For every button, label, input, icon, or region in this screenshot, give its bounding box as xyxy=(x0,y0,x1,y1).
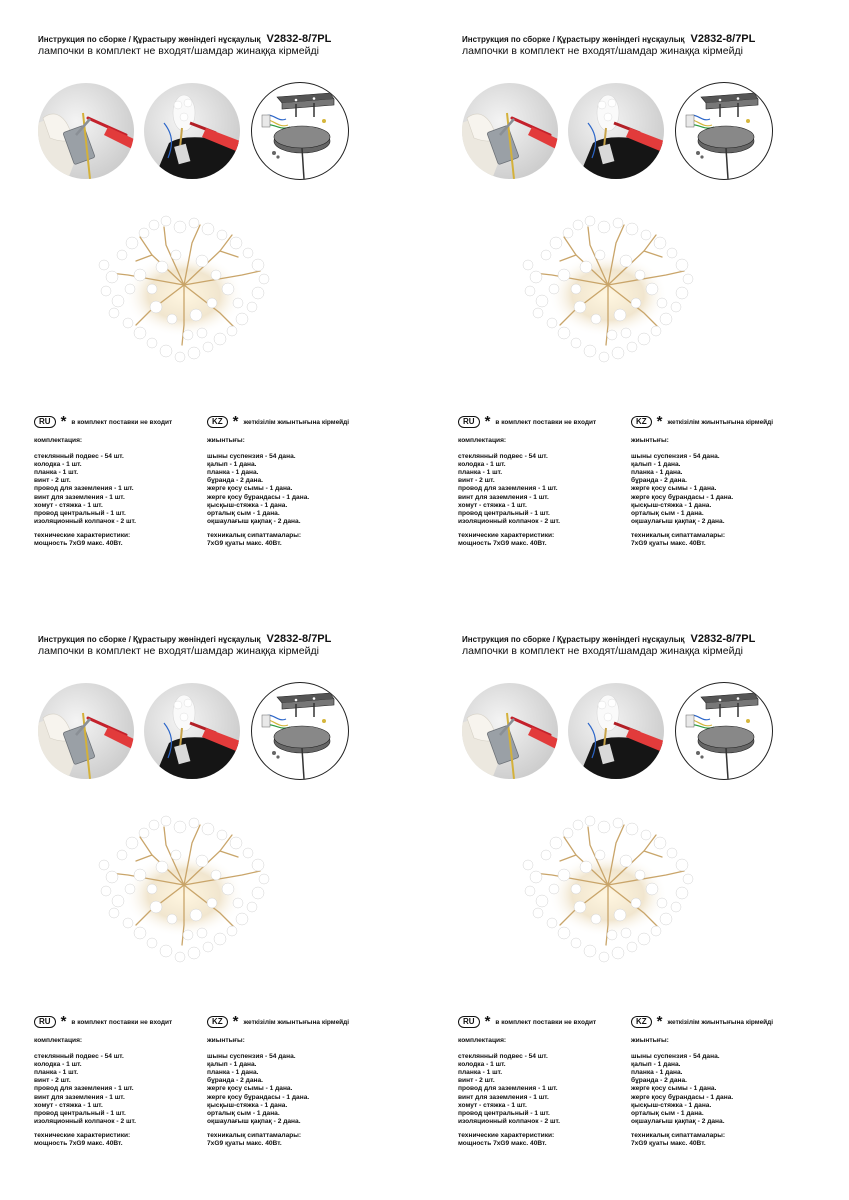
list-item: қысқыш-стяжка - 1 дана. xyxy=(207,1101,288,1109)
list-item: шыны суспензия - 54 дана. xyxy=(207,453,296,461)
list-item: қалып - 1 дана. xyxy=(631,1061,681,1069)
ru-tech-heading: технические характеристики: xyxy=(34,1131,131,1139)
asterisk-icon: * xyxy=(232,413,239,430)
list-item: изоляционный колпачок - 2 шт. xyxy=(458,517,560,525)
list-item: хомут - стяжка - 1 шт. xyxy=(34,501,103,509)
kz-contents-list xyxy=(631,1037,733,1148)
ru-contents-heading: комплектация: xyxy=(458,437,507,444)
kz-tech-heading: техникалық сипаттамалары: xyxy=(631,1131,726,1139)
kz-note: жеткізілім жиынтығына кірмейді xyxy=(243,1018,350,1026)
ru-tech-heading: технические характеристики: xyxy=(458,1131,555,1139)
list-item: изоляционный колпачок - 2 шт. xyxy=(34,517,136,525)
ru-note-row xyxy=(458,413,597,430)
ru-note: в комплект поставки не входит xyxy=(71,1018,173,1026)
step1-photo-icon xyxy=(38,83,134,179)
list-item: жерге қосу сымы - 1 дана. xyxy=(207,485,293,493)
list-item: винт для заземления - 1 шт. xyxy=(34,1093,125,1101)
list-item: планка - 1 шт. xyxy=(458,1069,503,1077)
kz-note: жеткізілім жиынтығына кірмейді xyxy=(667,418,774,426)
kz-note: жеткізілім жиынтығына кірмейді xyxy=(243,418,350,426)
chandelier-photo-icon xyxy=(92,215,277,365)
ru-contents-list xyxy=(34,1037,136,1148)
list-item: провод центральный - 1 шт. xyxy=(458,1109,550,1117)
ru-tech-value: мощность 7xG9 макс. 40Вт. xyxy=(34,1140,123,1148)
step1-photo-icon xyxy=(38,683,134,779)
list-item: оқшаулағыш қақпақ - 2 дана. xyxy=(207,1117,301,1125)
kz-contents-list xyxy=(207,1037,309,1148)
instruction-panel-top-left xyxy=(0,0,424,600)
list-item: провод центральный - 1 шт. xyxy=(458,509,550,517)
ru-note-row xyxy=(34,1013,173,1030)
list-item: планка - 1 шт. xyxy=(458,469,503,477)
list-item: хомут - стяжка - 1 шт. xyxy=(458,501,527,509)
list-item: бұранда - 2 дана. xyxy=(207,1077,263,1085)
list-item: планка - 1 дана. xyxy=(207,469,259,477)
ru-tech-value: мощность 7xG9 макс. 40Вт. xyxy=(458,1140,547,1148)
ru-note: в комплект поставки не входит xyxy=(71,418,173,426)
ru-badge: RU xyxy=(458,416,480,428)
list-item: винт для заземления - 1 шт. xyxy=(458,1093,549,1101)
list-item: қысқыш-стяжка - 1 дана. xyxy=(631,1101,712,1109)
list-item: жерге қосу бұрандасы - 1 дана. xyxy=(207,493,310,501)
list-item: қалып - 1 дана. xyxy=(207,461,257,469)
kz-contents-heading: жиынтығы: xyxy=(631,1037,669,1044)
list-item: колодка - 1 шт. xyxy=(458,461,506,469)
kz-contents-heading: жиынтығы: xyxy=(207,1037,245,1044)
list-item: қысқыш-стяжка - 1 дана. xyxy=(631,501,712,509)
bulbs-not-included-note: лампочки в комплект не входят/шамдар жинаққа кірмейді xyxy=(462,45,743,57)
ru-contents-heading: комплектация: xyxy=(34,437,83,444)
list-item: стеклянный подвес - 54 шт. xyxy=(34,1053,124,1061)
kz-note-row xyxy=(207,413,350,430)
asterisk-icon: * xyxy=(484,413,491,430)
chandelier-photo-icon xyxy=(516,215,701,365)
list-item: бұранда - 2 дана. xyxy=(631,477,687,485)
ru-tech-value: мощность 7xG9 макс. 40Вт. xyxy=(458,540,547,548)
list-item: бұранда - 2 дана. xyxy=(207,477,263,485)
step2-photo-icon xyxy=(568,83,664,179)
list-item: провод для заземления - 1 шт. xyxy=(458,485,558,493)
chandelier-photo-icon xyxy=(516,815,701,965)
step2-photo-icon xyxy=(144,683,240,779)
instruction-title: Инструкция по сборке / Құрастыру жөніндегі нұсқаулық V2832-8/7PL xyxy=(462,33,756,45)
step2-photo-icon xyxy=(568,683,664,779)
asterisk-icon: * xyxy=(60,413,67,430)
mounting-diagram-icon xyxy=(675,682,773,780)
step1-photo-icon xyxy=(462,683,558,779)
list-item: жерге қосу сымы - 1 дана. xyxy=(207,1085,293,1093)
list-item: планка - 1 шт. xyxy=(34,1069,79,1077)
kz-tech-value: 7xG9 қуаты макс. 40Вт. xyxy=(631,1140,706,1148)
list-item: провод для заземления - 1 шт. xyxy=(458,1085,558,1093)
kz-note-row xyxy=(631,413,774,430)
list-item: винт - 2 шт. xyxy=(34,1077,71,1085)
step2-photo-icon xyxy=(144,83,240,179)
list-item: орталық сым - 1 дана. xyxy=(631,509,704,517)
list-item: қысқыш-стяжка - 1 дана. xyxy=(207,501,288,509)
asterisk-icon: * xyxy=(656,1013,663,1030)
asterisk-icon: * xyxy=(656,413,663,430)
list-item: жерге қосу бұрандасы - 1 дана. xyxy=(631,1093,734,1101)
list-item: қалып - 1 дана. xyxy=(207,1061,257,1069)
list-item: планка - 1 дана. xyxy=(207,1069,259,1077)
kz-note-row xyxy=(207,1013,350,1030)
instruction-panel-bottom-right xyxy=(424,600,848,1200)
mounting-diagram-icon xyxy=(675,82,773,180)
kz-tech-heading: техникалық сипаттамалары: xyxy=(631,531,726,539)
list-item: планка - 1 шт. xyxy=(34,469,79,477)
model-number: V2832-8/7PL xyxy=(266,633,332,645)
ru-note: в комплект поставки не входит xyxy=(495,1018,597,1026)
list-item: винт - 2 шт. xyxy=(34,477,71,485)
list-item: провод для заземления - 1 шт. xyxy=(34,1085,134,1093)
list-item: оқшаулағыш қақпақ - 2 дана. xyxy=(631,1117,725,1125)
kz-badge: KZ xyxy=(207,1016,228,1028)
kz-tech-value: 7xG9 қуаты макс. 40Вт. xyxy=(207,540,282,548)
kz-contents-heading: жиынтығы: xyxy=(631,437,669,444)
kz-contents-heading: жиынтығы: xyxy=(207,437,245,444)
list-item: изоляционный колпачок - 2 шт. xyxy=(34,1117,136,1125)
list-item: винт для заземления - 1 шт. xyxy=(458,493,549,501)
ru-badge: RU xyxy=(34,1016,56,1028)
list-item: орталық сым - 1 дана. xyxy=(207,509,280,517)
model-number: V2832-8/7PL xyxy=(266,33,332,45)
asterisk-icon: * xyxy=(484,1013,491,1030)
ru-tech-heading: технические характеристики: xyxy=(458,531,555,539)
list-item: стеклянный подвес - 54 шт. xyxy=(458,453,548,461)
ru-note-row xyxy=(34,413,173,430)
kz-contents-list xyxy=(631,437,733,548)
list-item: провод центральный - 1 шт. xyxy=(34,1109,126,1117)
list-item: қалып - 1 дана. xyxy=(631,461,681,469)
kz-tech-heading: техникалық сипаттамалары: xyxy=(207,1131,302,1139)
ru-tech-heading: технические характеристики: xyxy=(34,531,131,539)
list-item: колодка - 1 шт. xyxy=(34,461,82,469)
list-item: шыны суспензия - 54 дана. xyxy=(207,1053,296,1061)
bulbs-not-included-note: лампочки в комплект не входят/шамдар жинаққа кірмейді xyxy=(38,45,319,57)
kz-note-row xyxy=(631,1013,774,1030)
asterisk-icon: * xyxy=(60,1013,67,1030)
kz-tech-value: 7xG9 қуаты макс. 40Вт. xyxy=(631,540,706,548)
instruction-title: Инструкция по сборке / Құрастыру жөніндегі нұсқаулық V2832-8/7PL xyxy=(38,633,332,645)
model-number: V2832-8/7PL xyxy=(690,33,756,45)
kz-badge: KZ xyxy=(631,1016,652,1028)
list-item: бұранда - 2 дана. xyxy=(631,1077,687,1085)
list-item: хомут - стяжка - 1 шт. xyxy=(458,1101,527,1109)
list-item: планка - 1 дана. xyxy=(631,469,683,477)
list-item: оқшаулағыш қақпақ - 2 дана. xyxy=(207,517,301,525)
list-item: провод центральный - 1 шт. xyxy=(34,509,126,517)
list-item: оқшаулағыш қақпақ - 2 дана. xyxy=(631,517,725,525)
list-item: провод для заземления - 1 шт. xyxy=(34,485,134,493)
step1-photo-icon xyxy=(462,83,558,179)
list-item: шыны суспензия - 54 дана. xyxy=(631,453,720,461)
list-item: стеклянный подвес - 54 шт. xyxy=(458,1053,548,1061)
instruction-title: Инструкция по сборке / Құрастыру жөніндегі нұсқаулық V2832-8/7PL xyxy=(462,633,756,645)
instruction-panel-top-right xyxy=(424,0,848,600)
mounting-diagram-icon xyxy=(251,682,349,780)
list-item: жерге қосу бұрандасы - 1 дана. xyxy=(631,493,734,501)
ru-contents-list xyxy=(458,1037,560,1148)
list-item: винт - 2 шт. xyxy=(458,477,495,485)
kz-note: жеткізілім жиынтығына кірмейді xyxy=(667,1018,774,1026)
ru-note-row xyxy=(458,1013,597,1030)
list-item: жерге қосу бұрандасы - 1 дана. xyxy=(207,1093,310,1101)
kz-tech-heading: техникалық сипаттамалары: xyxy=(207,531,302,539)
ru-badge: RU xyxy=(458,1016,480,1028)
ru-contents-list xyxy=(458,437,560,548)
ru-tech-value: мощность 7xG9 макс. 40Вт. xyxy=(34,540,123,548)
list-item: колодка - 1 шт. xyxy=(458,1061,506,1069)
kz-badge: KZ xyxy=(631,416,652,428)
list-item: жерге қосу сымы - 1 дана. xyxy=(631,1085,717,1093)
kz-contents-list xyxy=(207,437,309,548)
list-item: жерге қосу сымы - 1 дана. xyxy=(631,485,717,493)
kz-badge: KZ xyxy=(207,416,228,428)
list-item: винт для заземления - 1 шт. xyxy=(34,493,125,501)
list-item: винт - 2 шт. xyxy=(458,1077,495,1085)
list-item: стеклянный подвес - 54 шт. xyxy=(34,453,124,461)
model-number: V2832-8/7PL xyxy=(690,633,756,645)
list-item: колодка - 1 шт. xyxy=(34,1061,82,1069)
list-item: орталық сым - 1 дана. xyxy=(631,1109,704,1117)
mounting-diagram-icon xyxy=(251,82,349,180)
ru-note: в комплект поставки не входит xyxy=(495,418,597,426)
kz-tech-value: 7xG9 қуаты макс. 40Вт. xyxy=(207,1140,282,1148)
list-item: изоляционный колпачок - 2 шт. xyxy=(458,1117,560,1125)
instruction-title: Инструкция по сборке / Құрастыру жөніндегі нұсқаулық V2832-8/7PL xyxy=(38,33,332,45)
asterisk-icon: * xyxy=(232,1013,239,1030)
list-item: орталық сым - 1 дана. xyxy=(207,1109,280,1117)
ru-contents-list xyxy=(34,437,136,548)
bulbs-not-included-note: лампочки в комплект не входят/шамдар жинаққа кірмейді xyxy=(38,645,319,657)
list-item: планка - 1 дана. xyxy=(631,1069,683,1077)
chandelier-photo-icon xyxy=(92,815,277,965)
ru-badge: RU xyxy=(34,416,56,428)
instruction-panel-bottom-left xyxy=(0,600,424,1200)
ru-contents-heading: комплектация: xyxy=(34,1037,83,1044)
list-item: хомут - стяжка - 1 шт. xyxy=(34,1101,103,1109)
ru-contents-heading: комплектация: xyxy=(458,1037,507,1044)
list-item: шыны суспензия - 54 дана. xyxy=(631,1053,720,1061)
bulbs-not-included-note: лампочки в комплект не входят/шамдар жинаққа кірмейді xyxy=(462,645,743,657)
